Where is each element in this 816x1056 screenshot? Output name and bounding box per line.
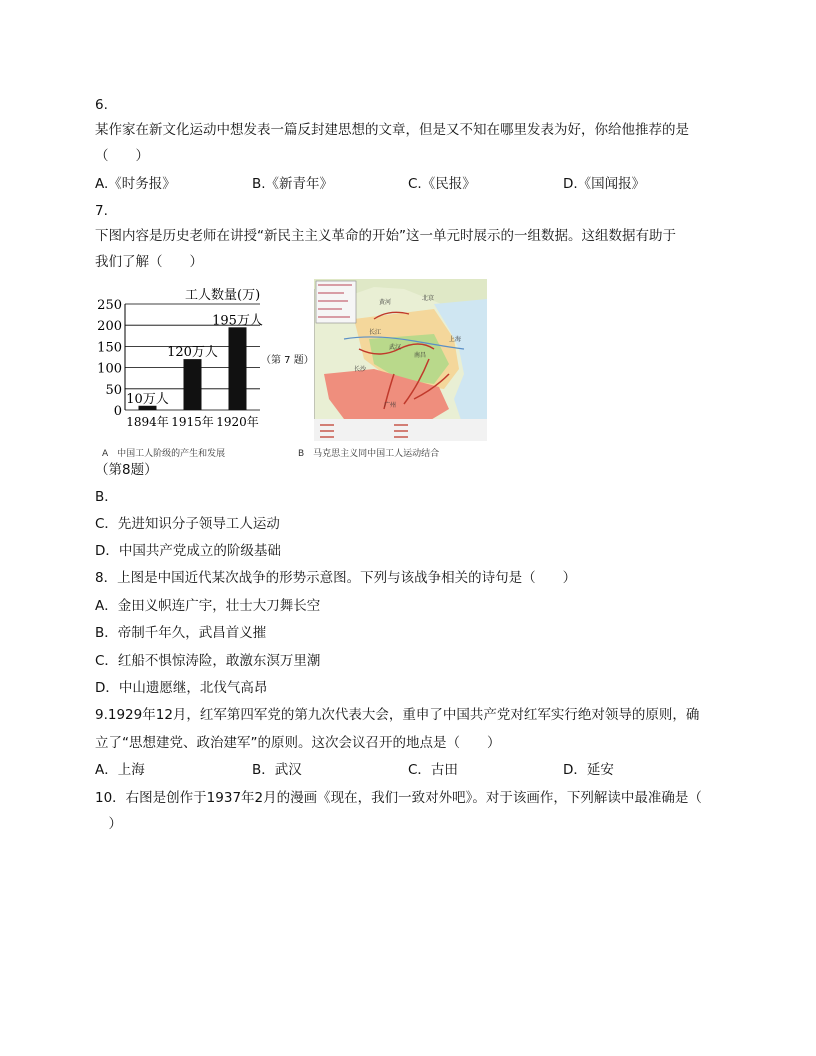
map-label-wuhan: 武汉 <box>389 344 402 351</box>
map-label-shanghai: 上海 <box>449 336 462 343</box>
caption-b: B 马克思主义同中国工人运动结合 <box>298 449 440 459</box>
caption-a: A 中国工人阶级的产生和发展 <box>102 449 226 459</box>
chart-ytick-label: 150 <box>97 340 122 356</box>
q10-stem-line1: 10．右图是创作于1937年2月的漫画《现在，我们一致对外吧》。对于该画作，下列解读中最准确是（ <box>95 790 702 806</box>
map-label-nanchang: 南昌 <box>414 352 427 359</box>
chart-bar <box>229 327 247 410</box>
chart-yticks <box>97 298 122 419</box>
chart-data-label: 10万人 <box>126 391 169 407</box>
q8-figure-label: （第8题） <box>95 462 158 478</box>
chart-xticks <box>126 414 259 429</box>
q10-stem-line2: ） <box>95 816 122 832</box>
chart-data-label: 120万人 <box>167 345 218 361</box>
chart-ytick-label: 0 <box>113 404 122 419</box>
worker-bar-chart <box>95 282 265 452</box>
q7-option-d: D．中国共产党成立的阶级基础 <box>95 543 281 559</box>
q8-option-c: C．红船不惧惊涛险，敢激东溟万里潮 <box>95 653 321 669</box>
q6-option-a: A.《时务报》 <box>95 176 176 192</box>
map-label-changsha: 长沙 <box>354 366 367 373</box>
q7-option-b: B． <box>95 489 118 505</box>
q8-stem: 8．上图是中国近代某次战争的形势示意图。下列与该战争相关的诗句是（ ） <box>95 570 577 586</box>
chart-xtick-label: 1894年 <box>126 415 169 429</box>
q9-option-c: C．古田 <box>408 762 458 778</box>
figure-7-label: （第 7 题） <box>261 355 314 366</box>
q7-stem-line1: 下图内容是历史老师在讲授“新民主主义革命的开始”这一单元时展示的一组数据。这组数据有助于 <box>95 228 676 244</box>
map-label-guangzhou: 广州 <box>384 402 397 409</box>
q6-option-b: B.《新青年》 <box>252 176 334 192</box>
q9-option-d: D．延安 <box>563 762 614 778</box>
map-label-changjiang: 长江 <box>369 329 382 336</box>
q8-option-a: A．金田义帜连广宇，壮士大刀舞长空 <box>95 598 321 614</box>
chart-ytick-label: 50 <box>105 382 122 398</box>
q7-option-c: C．先进知识分子领导工人运动 <box>95 516 280 532</box>
q6-blank: （ ） <box>95 148 149 164</box>
chart-ytick-label: 200 <box>97 319 122 335</box>
chart-xtick-label: 1920年 <box>216 415 259 429</box>
q7-stem-line2: 我们了解（ ） <box>95 254 203 270</box>
q6-stem: 某作家在新文化运动中想发表一篇反封建思想的文章，但是又不知在哪里发表为好，你给他推荐的是 <box>95 122 689 138</box>
map-label-beijing: 北京 <box>422 295 435 302</box>
q9-option-a: A．上海 <box>95 762 145 778</box>
chart-title: 工人数量(万) <box>185 288 261 303</box>
chart-data-label: 195万人 <box>212 313 263 329</box>
q9-stem-line1: 9.1929年12月，红军第四军党的第九次代表大会，重申了中国共产党对红军实行绝对领导的原则，确 <box>95 707 700 723</box>
q8-option-d: D．中山遗愿继，北伐气高昂 <box>95 680 268 696</box>
q8-option-b: B．帝制千年久，武昌首义摧 <box>95 625 267 641</box>
chart-ytick-label: 100 <box>97 361 122 377</box>
chart-bar <box>184 359 202 410</box>
q9-option-b: B．武汉 <box>252 762 302 778</box>
q7-number: 7. <box>95 203 108 219</box>
q6-option-d: D.《国闻报》 <box>563 176 646 192</box>
q6-number: 6. <box>95 97 108 113</box>
map-label-huanghe: 黄河 <box>379 299 392 306</box>
q9-stem-line2: 立了“思想建党、政治建军”的原则。这次会议召开的地点是（ ） <box>95 735 501 751</box>
war-situation-map <box>314 279 487 441</box>
chart-xtick-label: 1915年 <box>171 415 214 429</box>
q6-option-c: C.《民报》 <box>408 176 476 192</box>
chart-ytick-label: 250 <box>97 298 122 313</box>
